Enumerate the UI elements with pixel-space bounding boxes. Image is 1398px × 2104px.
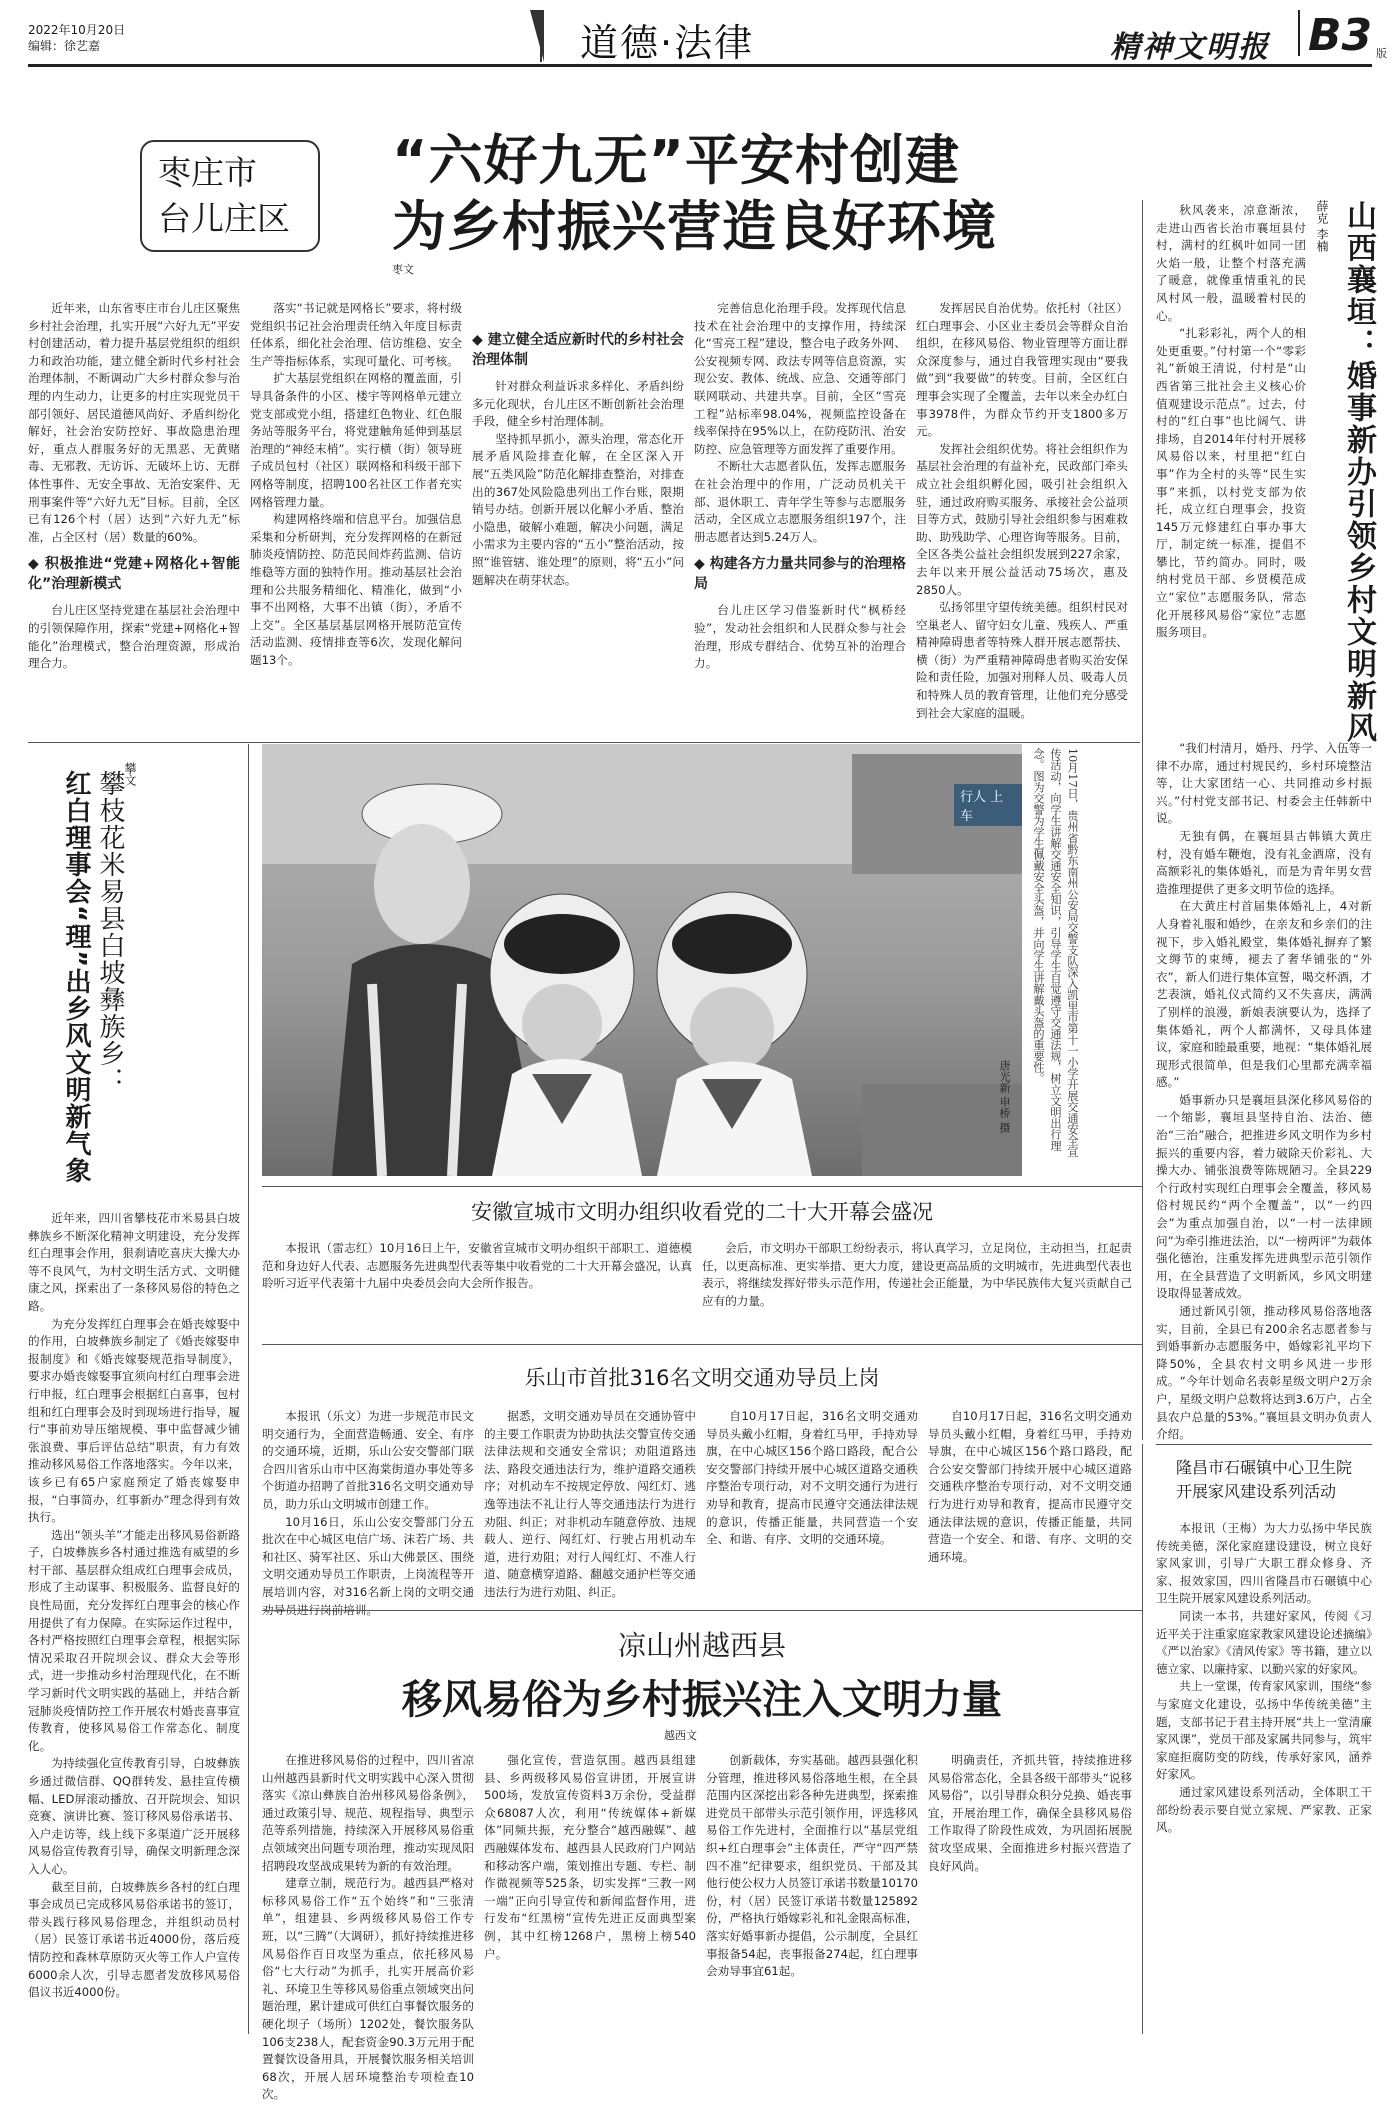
panzhihua-para: 选出“领头羊”才能走出移风易俗新路子，白坡彝族乡各村通过推选有威望的乡村干部、基层群众组成红白理事会成员，形成了主动谋事、积极服务、监督良好的良性局面，充分发挥红白理事会的核心作用提供了有力保障。在实际运作过程中，各村严格按照红白理事会章程，根据实际情况采取召开院坝会议、群众大会等形式，进一步推动乡村治理现代化，在不断学习新时代文明实践的基础上，并结合新冠肺炎疫情防控工作开展农村婚丧喜事宣传教育，使移风易俗工作常态化、制度化。 <box>28 1527 240 1753</box>
lead-kicker-line1: 枣庄市 <box>158 153 257 192</box>
section-rule <box>28 742 1140 743</box>
lead-col-1 <box>28 300 240 720</box>
header-divider <box>1298 10 1300 56</box>
yuexi-col-3 <box>706 1752 918 2032</box>
leshan-para: 10月16日，乐山公安交警部门分五批次在中心城区电信广场、沫若广场、共和社区、骑军社区、乐山大佛景区、围绕文明交通劝导员工作职责，上岗流程等开展培训内容，对316名新上岗的文明交通劝导员进行岗前培训。 <box>262 1514 474 1617</box>
panzhihua-para: 为充分发挥红白理事会在婚丧嫁娶中的作用，白坡彝族乡制定了《婚丧嫁娶申报制度》和《婚丧嫁娶规范指导制度》，要求办婚丧嫁娶事宜须向村红白理事会进行申报，红白理事会根据红白喜事，包村组和红白理事会及时到现场进行指导，履行“事前劝导压缩规模、事中监督减少铺张浪费、事后评估总结”职责，有力有效推动移风易俗工作落地落实。今年以来，该乡已有65户家庭预定了婚丧嫁娶申报，“白事简办，红事新办”理念得到有效执行。 <box>28 1316 240 1525</box>
lead-subhead: ◆ 积极推进“党建+网格化+智能化”治理新模式 <box>28 556 240 593</box>
anhui-para: 本报讯（雷志红）10月16日上午，安徽省宣城市文明办组织干部职工、道德模范和身边好人代表、志愿服务先进典型代表等集中收看党的二十大开幕会盛况，认真聆听习近平代表第十九届中央委员会向大会所作报告。 <box>262 1241 692 1291</box>
shanxi-para: 在大黄庄村首届集体婚礼上，4对新人身着礼服和婚纱，在亲友和乡亲们的注视下，步入婚礼殿堂，集体婚礼摒弃了繁文缛节的束缚，褪去了奢华铺张的“外衣”，新人们进行集体宣誓，喝交杯酒，才艺表演，婚礼仪式简约又不失喜庆，满满了别样的浪漫，新娘表演要认为，选择了集体婚礼，两个人都满怀，又母具体建议，家庭和睦最重要，地视：“集体婚礼展现形式很简单，但是我们心里都充满幸福感。” <box>1156 899 1372 1090</box>
lead-headline-line1: “六好九无”平安村创建 <box>392 129 960 192</box>
shanxi-para: “扎彩彩礼，两个人的相处更重要。”付村第一个“零彩礼”新娘王清说，付村是“山西省第三批社会主义核心价值观建设示范点”。过去，付村的“红白事”也比阔气、讲排场，自2014年付村开展移风易俗以来，村里把“红白事”作为全村的头等“民生实事”来抓，以村党支部为依托，成立红白理事会，投资145万元修建红白事办事大厅，制定统一标准，提倡不攀比，节约简办。同时，吸纳村党员干部、乡贤模范成立“家位”志愿服务队，常态化开展移风易俗“家位”志愿服务项目。 <box>1156 326 1306 640</box>
shanxi-para: “我们村清月，婚丹、丹学、入伍等一律不办席，通过村规民约，乡村环境整洁等，让大家团结一心、共同推动乡村振兴。”付村党支部书记、村委会主任韩新中说。 <box>1156 741 1372 826</box>
yuexi-para: 明确责任，齐抓共管，持续推进移风易俗常态化，全县各级干部带头“说移风易俗”，以引导群众积分兑换、婚丧事宜，开展治理工作，确保全县移风易俗工作取得了阶段性成效，为巩固拓展脱贫攻坚成果、全面推进乡村振兴营造了良好风尚。 <box>928 1753 1132 1873</box>
panzhihua-para: 为持续强化宣传教育引导，白坡彝族乡通过微信群、QQ群转发、悬挂宣传横幅、LED屏滚动播放、召开院坝会、知识竞赛、演讲比赛、签订移风易俗承诺书、入户走访等，线上线下多渠道广泛开展移风易俗宣传教育引导，确保文明新理念深入人心。 <box>28 1756 240 1876</box>
panzhihua-para: 近年来，四川省攀枝花市米易县白坡彝族乡不断深化精神文明建设，充分发挥红白理事会作用，狠刹请吃喜庆大操大办等不良风气，为村文明生活方式、文明健康之风，探索出了一条移风易俗的特色之路。 <box>28 1211 240 1313</box>
left-column-rule <box>248 744 249 2034</box>
shanxi-para: 秋风袭来，凉意渐浓，走进山西省长治市襄垣县付村，满村的红枫叶如同一团火焰一般，让整个村落充满了暖意，就像重情重礼的民风村风一般，温暖着村民的心。 <box>1156 203 1306 323</box>
lead-para: 台儿庄区学习借鉴新时代“枫桥经验”，发动社会组织和人民群众参与社会治理，形成专群结合、优势互补的治理合力。 <box>694 603 906 671</box>
lead-col-4 <box>694 300 906 720</box>
longchang-headline <box>1176 1456 1352 1504</box>
anhui-col-1 <box>262 1240 692 1340</box>
leshan-para: 本报讯（乐文）为进一步规范市民文明交通行为，全面营造畅通、安全、有序的交通环境，近期，乐山公安交警部门联合四川省乐山市中区海棠街道办事处等多个街道办招聘了首批316名文明交通劝导员，助力乐山文明城市创建工作。 <box>262 1409 474 1511</box>
header-rule <box>28 64 1372 67</box>
longchang-para: 同读一本书，共建好家风，传阅《习近平关于注重家庭家教家风建设论述摘编》《严以治家》《清风传家》等书籍，建立以德立家、以廉持家、以勤兴家的好家风。 <box>1156 1608 1372 1676</box>
shanxi-headline: 山西襄垣：婚事新办引领乡村文明新风 <box>1341 200 1376 744</box>
lead-para: 完善信息化治理手段。发挥现代信息技术在社会治理中的支撑作用，持续深化“雪亮工程”建设，整合电子政务外网、公安视频专网、政法专网等信息资源，实现公安、教体、统战、应急、交通等部门联网联动、共建共享。目前，全区“雪亮工程”站标率98.04%，视频监控设备在线率保持在95%以上，在防疫防汛、治安防控、应急管理等方面发挥了重要作用。 <box>694 301 906 456</box>
shanxi-para: 通过新风引领，推动移风易俗落地落实，目前，全县已有200余名志愿者参与到婚事新办志愿服务中，婚嫁彩礼平均下降50%，全县农村文明乡风进一步形成。“今年计划命名表彰星级文明户2万余户，星级文明户总数将达到3.6万户，占全县农户总量的53%。”襄垣县文明办负责人介绍。 <box>1156 1304 1372 1442</box>
section-rule <box>262 1186 1142 1187</box>
photo-caption: 10月17日，贵州省黔东南州公安局交警支队深入凯里市第十一小学开展交通安全宣传活动，向学生讲解交通安全知识，引导学生自觉遵守交通法规，树立文明出行理念。图为交警为学生佩戴安全头盔，并向学生讲解戴头盔的重要性。 <box>1032 748 1079 1158</box>
lead-headline-line2: 为乡村振兴营造良好环境 <box>392 195 997 258</box>
yuexi-col-1 <box>262 1752 474 2102</box>
yuexi-para: 在推进移风易俗的过程中，四川省凉山州越西县新时代文明实践中心深入贯彻落实《凉山彝族自治州移风易俗条例》，通过政策引导、规范、规程指导、典型示范等系列措施，持续深入开展移风易俗重点领域突出问题专项治理，推动实现凤阳招聘段攻坚战成果转为新的有效治理。 <box>262 1753 474 1873</box>
shanxi-para: 婚事新办只是襄垣县深化移风易俗的一个缩影，襄垣县坚持自治、法治、德治“三治”融合，把推进乡风文明作为乡村振兴的重要内容，着力破除天价彩礼、大操大办、铺张浪费等陈规陋习。全县229个行政村实现红白理事会全覆盖，移风易俗村规民约“两个全覆盖”，以“一约四会”为重点加强自治，以“一村一法律顾问”为牵引推进法治，以“一榜两评”为载体强化德治，注重发挥先进典型示范引领作用，在全县营造了文明新风，乡风文明建设取得显著成效。 <box>1156 1092 1372 1301</box>
lead-para: 弘扬邻里守望传统美德。组织村民对空巢老人、留守妇女儿童、残疾人、严重精神障碍患者等特殊人群开展志愿帮扶、横（街）为严重精神障碍患者购买治安保险和责任险，加强对刑释人员、吸毒人员和特殊人员的教育管理，让他们充分感受到社会大家庭的温暖。 <box>916 600 1128 720</box>
longchang-para: 共上一堂课，传育家风家训，围绕“参与家庭文化建设，弘扬中华传统美德”主题，支部书记于君主持开展“共上一堂清廉家风课”，党员干部及家属共同参与，筑牢家庭拒腐防变的防线，传承好家风，涵养好家风。 <box>1156 1679 1372 1782</box>
yuexi-col-2 <box>484 1752 696 2032</box>
leshan-headline: 乐山市首批316名文明交通劝导员上岗 <box>524 1366 880 1390</box>
yuexi-para: 创新载体，夯实基础。越西县强化积分管理，推进移风易俗落地生根，在全县范围内区深挖出彩各种先进典型，探索推进党员干部带头示范引领作用，评选移风易俗工作先进村，全面推行以“基层党组织+红白理事会”主体责任，严守“四严禁四不准”纪律要求，组织党员、干部及其他行使公权力人员签订承诺书数量10170份，村（居）民签订承诺书数量125892份，严格执行婚嫁彩礼和礼金限高标准，落实好婚事新办提倡，公示制度，全县红事报备54起，丧事报备274起，红白理事会劝导事宜61起。 <box>706 1753 918 1979</box>
yuexi-headline: 移风易俗为乡村振兴注入文明力量 <box>402 1677 1002 1723</box>
longchang-para: 本报讯（王梅）为大力弘扬中华民族传统美德，深化家庭建设建设，树立良好家风家训，引导广大职工群众修身、齐家、报效家国，四川省隆昌市石碾镇中心卫生院开展家风建设系列活动。 <box>1156 1521 1372 1606</box>
paper-name: 精神文明报 <box>1110 30 1270 65</box>
lead-para: 发挥居民自治优势。依托村（社区）红白理事会、小区业主委员会等群众自治组织，在移风易俗、物业管理等方面让群众深度参与，通过自我管理实现由“要我做”到“我要做”的转变。目前，全区红白理事会实现了全覆盖，去年以来全办红白事3978件，为群众节约开支1800多万元。 <box>916 301 1128 439</box>
news-photo <box>262 744 1022 1176</box>
lead-kicker <box>158 150 290 242</box>
yuexi-author: 越西文 <box>664 1729 697 1742</box>
longchang-para: 通过家风建设系列活动，全体职工干部纷纷表示要自觉立家规、严家教、正家风。 <box>1156 1784 1372 1835</box>
leshan-para: 自10月17日起，316名文明交通劝导员头戴小红帽，身着红马甲，手持劝导旗，在中心城区156个路口路段，配合公安交警部门持续开展中心城区道路交通秩序整治专项行动，对不文明交通行为进行劝导和教育，提高市民遵守交通法律法规的意识，传播正能量，共同营造一个安全、和谐、有序、文明的交通环境。 <box>928 1409 1132 1564</box>
anhui-headline: 安徽宣城市文明办组织收看党的二十大开幕会盛况 <box>471 1200 933 1224</box>
leshan-para: 自10月17日起，316名文明交通劝导员头戴小红帽，身着红马甲，手持劝导旗，在中心城区156个路口路段，配合公安交警部门持续开展中心城区道路交通秩序整治专项行动，对不文明交通行为进行劝导和教育，提高市民遵守交通法律法规的意识，传播正能量，共同营造一个安全、和谐、有序、文明的交通环境。 <box>706 1409 918 1547</box>
lead-para: 针对群众利益诉求多样化、矛盾纠纷多元化现状，台儿庄区不断创新社会治理手段，健全乡村治理体制。 <box>472 379 684 429</box>
leshan-col-3 <box>706 1408 918 1608</box>
street-sign: 行人 上车 <box>954 784 1022 826</box>
page-number: B3 <box>1308 10 1373 61</box>
right-column-rule <box>1142 1444 1143 2034</box>
yuexi-col-4 <box>928 1752 1132 2032</box>
lead-para: 构建网格终端和信息平台。加强信息采集和分析研判，充分发挥网格的在新冠肺炎疫情防控、防范民间炸药监测、信访维稳等方面的独特作用。推动基层社会治理和公共服务精细化、精准化，做到“小事不出网格，大事不出镇（街），矛盾不上交”。全区基层基层网格开展防范宣传活动监测、疫情排查等6次，发现化解问题13个。 <box>250 512 462 667</box>
photo-scene-icon <box>262 744 1022 1176</box>
shanxi-author: 薛克 李楠 <box>1315 200 1329 252</box>
issue-date: 2022年10月20日 <box>28 23 126 37</box>
leshan-col-2 <box>484 1408 696 1608</box>
lead-author: 枣文 <box>392 263 414 276</box>
panzhihua-headline-line1: 攀枝花米易县白坡彝族乡： <box>95 770 125 1094</box>
section-rule <box>262 1610 1142 1611</box>
anhui-para: 会后，市文明办干部职工纷纷表示，将认真学习，立足岗位，主动担当，扛起责任，以更高标准、更实举措、更大力度，建设更高品质的文明城市，先进典型代表也表示，将继续发挥好带头示范作用，传递社会正能量，为中华民族伟大复兴贡献自己应有的力量。 <box>702 1241 1132 1308</box>
yuexi-kicker: 凉山州越西县 <box>617 1629 786 1662</box>
lead-para: 扩大基层党组织在网格的覆盖面，引导具备条件的小区、楼宇等网格单元建立党支部或党小组，搭建红色物业、红色服务站等服务平台，将党建触角延伸到基层治理的“神经末梢”。实行横（街）领导班子成员包村（社区）联网格和科级干部下网格等制度，招聘100名社区工作者充实网格管理力量。 <box>250 371 462 509</box>
lead-para: 落实“书记就是网格长”要求，将村级党组织书记社会治理责任纳入年度目标责任体系，细化社会治理、信访维稳、安全生产等指标体系，实现可量化、可考核。 <box>250 301 462 368</box>
banner-ornament-icon <box>530 10 544 62</box>
yuexi-para: 建章立制，规范行为。越西县严格对标移风易俗工作“五个始终”和“三张清单”，组建县、乡两级移风易俗工作专班，以“三腾”（大调研），抓好持续推进移风易俗作百日攻坚为重点，依托移风易俗“七大行动”为抓手，扎实开展高价彩礼、环境卫生等移风易俗重点领域突出问题治理，累计建成可供红白事餐饮服务的硬化坝子（场所）1202处，餐饮服务队106支238人，配套资金90.3万元用于配置餐饮设备用具，开展餐饮服务相关培训68次，开展人居环境整治专项检查10次。 <box>262 1876 474 2102</box>
longchang-headline-line2: 开展家风建设系列活动 <box>1176 1482 1337 1501</box>
lead-subhead: ◆ 构建各方力量共同参与的治理格局 <box>694 556 906 593</box>
shanxi-para: 无独有偶，在襄垣县古韩镇大黄庄村，没有婚车鞭炮，没有礼金酒席，没有高额彩礼的集体婚礼，而是为青年男女营造推理提供了更多文明节俭的选择。 <box>1156 828 1372 896</box>
lead-col-5 <box>916 300 1128 720</box>
panzhihua-author: 攀文 <box>123 762 137 786</box>
lead-col-2 <box>250 300 462 720</box>
panzhihua-body <box>28 1210 240 2028</box>
lead-para: 近年来，山东省枣庄市台儿庄区聚焦乡村社会治理，扎实开展“六好九无”平安村创建活动，着力提升基层党组织的组织力和政治功能，建立健全新时代乡村社会治理体制，不断调动广大乡村群众参与治理的内生动力，让更多的村庄实现党员干部引领好、居民道德风尚好、矛盾纠纷化解好，社会治安防控好、事故隐患治理好，重点人群服务好的无黑恶、无黄赌毒、无邪教、无访诉、无破坏上访、无群体性事件、无安全事故、无治安案件、无刑事案件等“六好九无”目标。目前，全区已有126个村（居）达到“六好九无”标准，占全区村（居）数量的60%。 <box>28 301 240 544</box>
panzhihua-headline-line2: 红白理事会“理”出乡风文明新气象 <box>61 770 91 1185</box>
section-rule <box>1156 1444 1372 1445</box>
leshan-col-4 <box>928 1408 1132 1608</box>
page-suffix: 版 <box>1376 47 1387 60</box>
lead-para: 坚持抓早抓小，源头治理，常态化开展矛盾风险排查化解，在全区深入开展“五类风险”防范化解排查整治，对排查出的367处风险隐患列出工作台账，限期销号办结。创新开展以化解小矛盾、整治小隐患，破解小难题，解决小问题，满足小需求为主要内容的“五小”整治活动，按照“谁管辖、谁处理”的原则，将“五小”问题解决在萌芽状态。 <box>472 431 684 587</box>
leshan-col-1 <box>262 1408 474 1617</box>
lead-para: 发挥社会组织优势。将社会组织作为基层社会治理的有益补充，民政部门牵头成立社会组织孵化园，吸引社会组织入驻，通过政府购买服务、承接社会公益项目等方式，鼓励引导社会组织参与困难救助、助残助学、心理咨询等服务。目前，全区各类公益社会组织发展到227余家，去年以来开展公益活动75场次，惠及2850人。 <box>916 441 1128 597</box>
lead-col-3 <box>472 300 684 720</box>
lead-kicker-line2: 台儿庄区 <box>158 199 290 238</box>
longchang-headline-line1: 隆昌市石碾镇中心卫生院 <box>1176 1458 1353 1477</box>
shanxi-col-bottom <box>1156 740 1372 1440</box>
editor-credit: 编辑：徐艺嘉 <box>28 39 101 53</box>
anhui-col-2 <box>702 1240 1132 1340</box>
section-title: 道德·法律 <box>580 21 755 65</box>
lead-subhead: ◆ 建立健全适应新时代的乡村社会治理体制 <box>472 332 684 368</box>
panzhihua-para: 截至目前，白坡彝族乡各村的红白理事会成员已完成移风易俗承诺书的签订，带头践行移风易俗理念，并组织动员村（居）民签订承诺书近4000份，落后疫情防控和森林草原防灭火等工作人户宣传6000余人次，引导志愿者发放移风易俗倡议书近4000份。 <box>28 1879 240 2000</box>
photo-credit: 唐光新 申桥 摄 <box>998 1060 1011 1133</box>
shanxi-col-top <box>1156 202 1306 732</box>
section-rule <box>262 1344 1142 1345</box>
longchang-body <box>1156 1520 1372 2028</box>
yuexi-para: 强化宣传，营造氛围。越西县组建县、乡两级移风易俗宣讲团，开展宣讲500场，发放宣传资料3万余份，受益群众68087人次，利用“传统媒体+新媒体”同频共振，充分整合“越西融媒”、越西融媒体发布、越西县人民政府门户网站和移动客户端，策划推出专题、专栏、制作微视频等525条，切实发挥“三教一网一端”正向引导宣传和新闻监督作用，进行发布“红黑榜”宣传先进正反面典型案例，其中红榜1268户，黑榜上榜540户。 <box>484 1753 696 1961</box>
lead-para: 不断壮大志愿者队伍，发挥志愿服务在社会治理中的作用，广泛动员机关干部、退休职工、青年学生等参与志愿服务活动，全区成立志愿服务组织197个，注册志愿者达到5.24万人。 <box>694 459 906 544</box>
leshan-para: 据悉，文明交通劝导员在交通协管中的主要工作职责为协助执法交警宣传交通法律法规和交通安全常识；劝阻道路违法、路段交通违法行为，维护道路交通秩序；对机动车不按规定停放、闯红灯、逃逸等违法不礼让行人等交通违法行为进行劝阻、纠正；对非机动车随意停放、违规载人、逆行、闯红灯、行驶占用机动车道，进行劝阻；对行人闯红灯、不准人行道、随意横穿道路、翻越交通护栏等交通违法行为进行劝阻、纠正。 <box>484 1409 696 1599</box>
lead-headline <box>392 128 997 260</box>
right-column-rule <box>1142 200 1143 1440</box>
lead-para: 台儿庄区坚持党建在基层社会治理中的引领保障作用，探索“党建+网格化+智能化”治理模式，整合治理资源，形成治理合力。 <box>28 603 240 671</box>
